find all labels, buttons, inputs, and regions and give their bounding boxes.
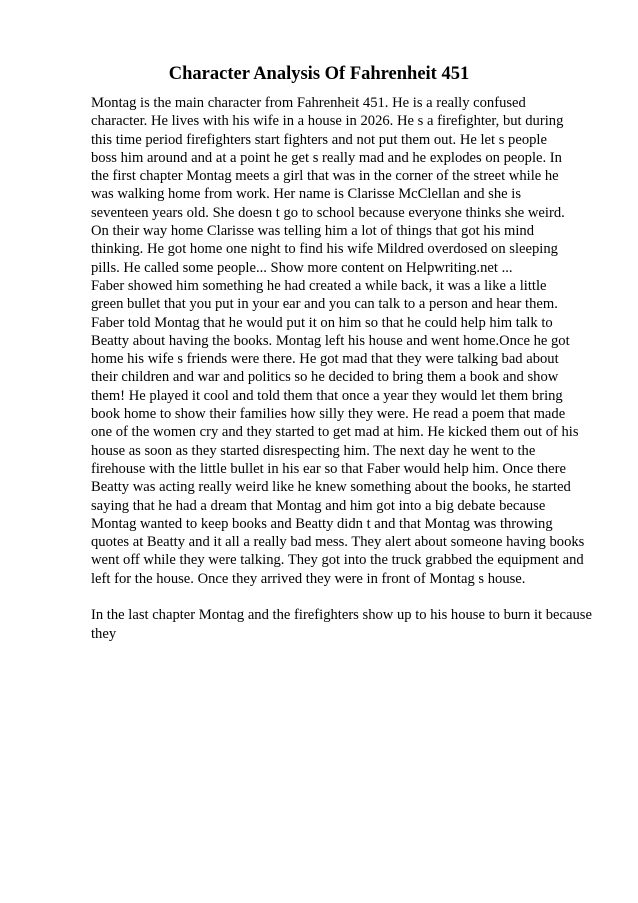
text-line: firehouse with the little bullet in his ear so that Faber would help him. Once there xyxy=(91,460,566,477)
text-line: Faber showed him something he had created a while back, it was a like a little xyxy=(91,277,547,294)
text-line: saying that he had a dream that Montag and him got into a big debate because xyxy=(91,497,546,514)
text-line: green bullet that you put in your ear and you can talk to a person and hear them. xyxy=(91,296,558,313)
text-line: home his wife s friends were there. He got mad that they were talking bad about xyxy=(91,351,559,368)
text-line: character. He lives with his wife in a house in 2026. He s a firefighter, but during xyxy=(91,113,564,130)
page-title: Character Analysis Of Fahrenheit 451 xyxy=(168,64,470,84)
text-line: was walking home from work. Her name is Clarisse McClellan and she is xyxy=(91,186,522,203)
text-line: one of the women cry and they started to get mad at him. He kicked them out of his xyxy=(91,424,579,441)
text-line: On their way home Clarisse was telling him a lot of things that got his mind xyxy=(91,223,535,240)
text-line: them! He played it cool and told them that once a year they would let them bring xyxy=(91,387,563,404)
text-line: Beatty was acting really weird like he knew something about the books, he started xyxy=(91,479,571,496)
text-line: In the last chapter Montag and the firefighters show up to his house to burn it because xyxy=(91,607,592,624)
text-line: went off while they were talking. They got into the truck grabbed the equipment and xyxy=(91,552,584,569)
text-line: pills. He called some people... Show more content on Helpwriting.net ... xyxy=(91,259,513,276)
text-line: the first chapter Montag meets a girl that was in the corner of the street while he xyxy=(91,168,559,185)
text-line: their children and war and politics so he decided to bring them a book and show xyxy=(91,369,559,386)
text-line: thinking. He got home one night to find his wife Mildred overdosed on sleeping xyxy=(91,241,558,258)
text-line: seventeen years old. She doesn t go to school because everyone thinks she weird. xyxy=(91,204,565,221)
text-line: book home to show their families how silly they were. He read a poem that made xyxy=(91,406,566,423)
text-line: Faber told Montag that he would put it on him so that he could help him talk to xyxy=(91,314,553,331)
paragraph-2 xyxy=(91,606,591,643)
text-line: quotes at Beatty and it all a really bad mess. They alert about someone having books xyxy=(91,534,585,551)
paragraph-1 xyxy=(91,94,591,588)
text-line: Montag is the main character from Fahrenheit 451. He is a really confused xyxy=(91,95,526,111)
text-line: they xyxy=(91,625,117,642)
text-line: Beatty about having the books. Montag left his house and went home.Once he got xyxy=(91,332,570,349)
document-body xyxy=(91,94,591,643)
text-line: house as soon as they started disrespecting him. The next day he went to the xyxy=(91,442,536,459)
text-line: Montag wanted to keep books and Beatty didn t and that Montag was throwing xyxy=(91,515,553,532)
text-line: left for the house. Once they arrived they were in front of Montag s house. xyxy=(91,570,526,587)
paragraph-spacer xyxy=(91,588,591,606)
text-line: boss him around and at a point he get s really mad and he explodes on people. In xyxy=(91,149,562,166)
text-line: this time period firefighters start fighters and not put them out. He let s people xyxy=(91,131,547,148)
